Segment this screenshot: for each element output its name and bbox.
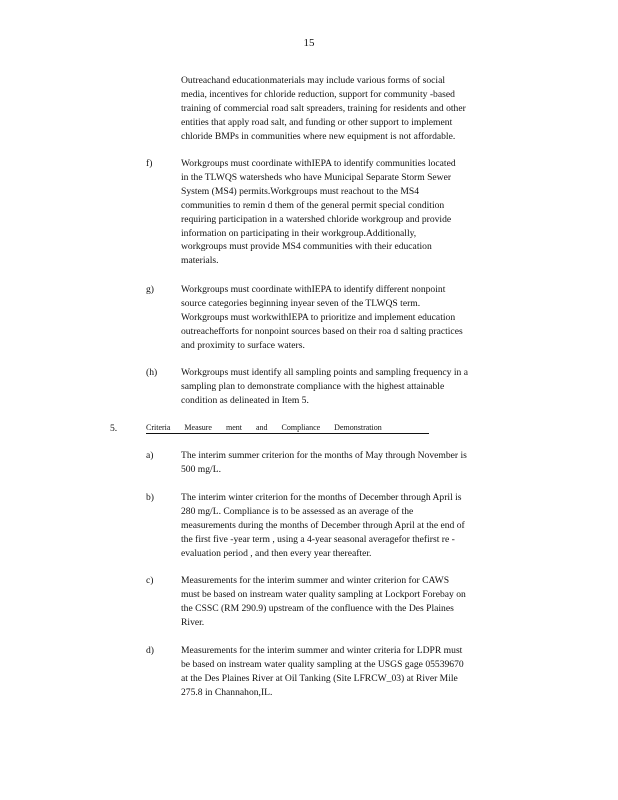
item-d-paragraph: Measurements for the interim summer and winter criteria for LDPR must be based on instream water quality sampling at the USGS gage 05539670 at the Des Plaines River at Oil Tanking (Site LFRCW_03) at River Mile 275.8 in Channahon,IL.	[181, 645, 464, 698]
item-f-paragraph: Workgroups must coordinate withIEPA to identify communities located in the TLWQS watersheds who have Municipal Separate Storm Sewer System (MS4) permits.Workgroups must reachout to the MS4 communities to remin d them of the general permit special condition requiring participation in a watershed chloride workgroup and provide information on participating in their workgroup.Additionally, workgroups must provide MS4 communities with their education materials.	[181, 158, 456, 267]
item-a-marker: a)	[146, 450, 154, 461]
item-a-paragraph: The interim summer criterion for the months of May through November is 500 mg/L.	[181, 450, 467, 475]
item-c-paragraph: Measurements for the interim summer and winter criterion for CAWS must be based on instream water quality sampling at Lockport Forebay on the CSSC (RM 290.9) upstream of the confluence with the Des Plaines River.	[181, 575, 466, 628]
item-h-paragraph: Workgroups must identify all sampling points and sampling frequency in a sampling plan to demonstrate compliance with the highest attainable condition as delineated in Item 5.	[181, 367, 468, 406]
section-heading: Criteria Measure ment and Compliance Demonstration	[146, 423, 429, 434]
item-b-marker: b)	[146, 492, 154, 503]
item-g-paragraph: Workgroups must coordinate withIEPA to identify different nonpoint source categories beginning inyear seven of the TLWQS term. Workgroups must workwithIEPA to prioritize and implement education outreachefforts for nonpoint sources based on their roa d salting practices and proximity to surface waters.	[181, 284, 463, 351]
item-h-marker: (h)	[146, 367, 158, 378]
section-number: 5.	[110, 423, 118, 434]
outreach-paragraph: Outreachand educationmaterials may include various forms of social media, incentives for chloride reduction, support for community -based training of commercial road salt spreaders, training for residents and other entities that apply road salt, and funding or other support to implement chloride BMPs in communities where new equipment is not affordable.	[181, 75, 466, 142]
item-f-marker: f)	[146, 158, 153, 169]
item-c-marker: c)	[146, 575, 154, 586]
item-b-paragraph: The interim winter criterion for the months of December through April is 280 mg/L. Compliance is to be assessed as an average of the measurements during the months of December through April at the end of the first five -year term , using a 4-year seasonal averagefor thefirst re - evaluation period , and then every year thereafter.	[181, 492, 465, 559]
item-g-marker: g)	[146, 284, 154, 295]
page-number: 15	[303, 37, 315, 49]
item-d-marker: d)	[146, 645, 154, 656]
